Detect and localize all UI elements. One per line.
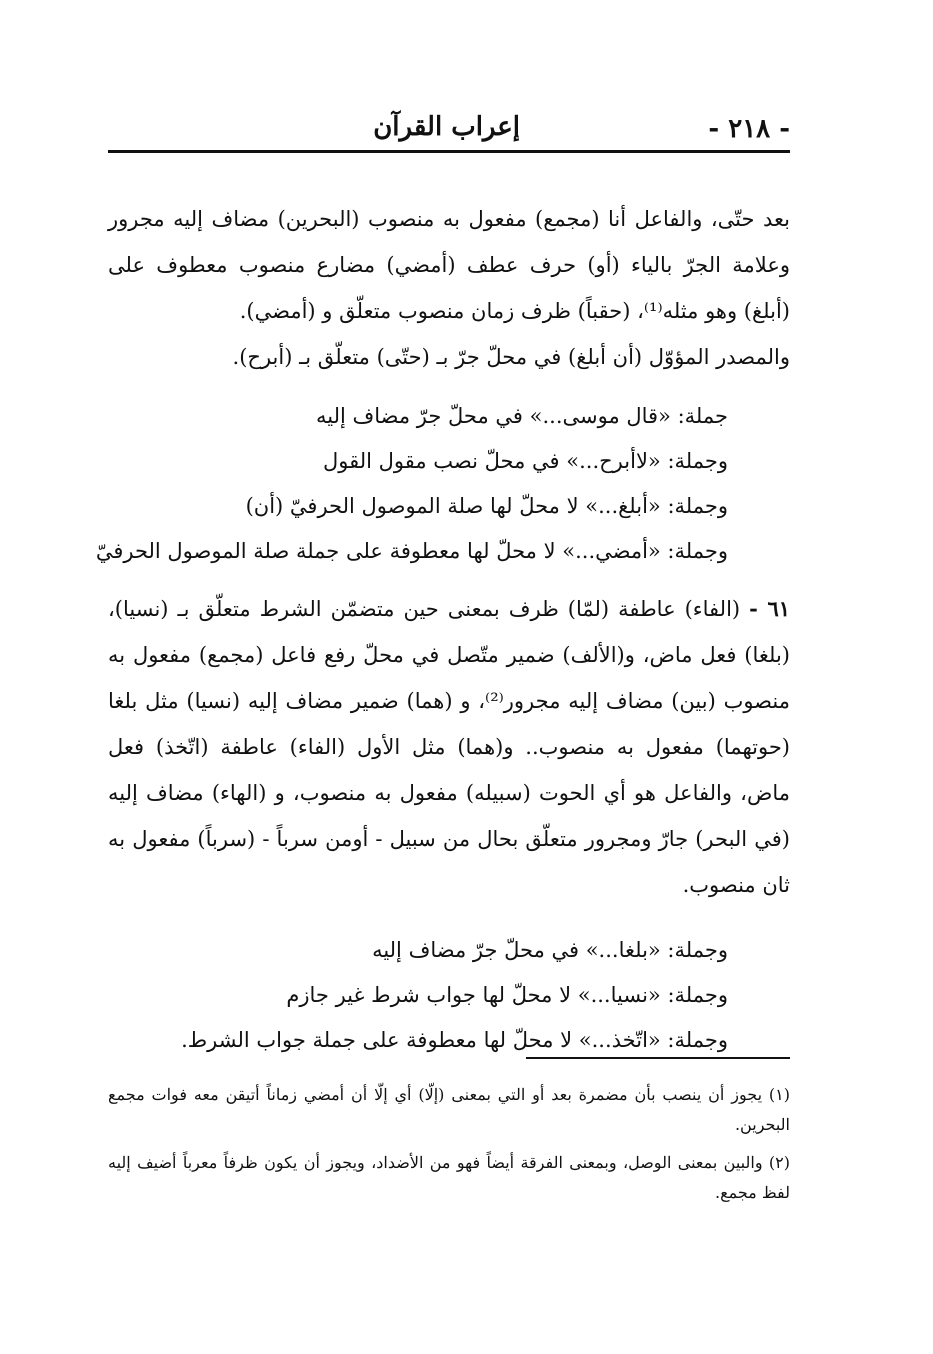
body-text bbox=[95, 196, 791, 1075]
footnote: (٢) والبين بمعنى الوصل، وبمعنى الفرقة أيضاً فهو من الأضداد، ويجوز أن يكون ظرفاً معرباً أضيف إليه لفظ مجمع. bbox=[108, 1153, 790, 1202]
paragraph: بعد حتّى، والفاعل أنا (مجمع) مفعول به منصوب (البحرين) مضاف إليه مجرور وعلامة الجرّ بالياء (أو) حرف عطف (أمضي) مضارع منصوب معطوف على (أبلغ) وهو مثله⁽¹⁾، (حقباً) ظرف زمان منصوب متعلّق و (أمضي). bbox=[108, 207, 790, 323]
clause-list bbox=[108, 928, 728, 1063]
page-header bbox=[108, 108, 790, 150]
verse-number: ٦١ - bbox=[749, 596, 791, 621]
clause-line: وجملة: «اتّخذ...» لا محلّ لها معطوفة على جملة جواب الشرط. bbox=[181, 1028, 728, 1052]
page-number: - ٢١٨ - bbox=[708, 114, 790, 144]
footnotes bbox=[108, 1080, 790, 1216]
header-rule bbox=[108, 150, 790, 153]
clause-line: وجملة: «لاأبرح...» في محلّ نصب مقول القول bbox=[323, 449, 728, 473]
clause-line: وجملة: «نسيا...» لا محلّ لها جواب شرط غير جازم bbox=[286, 983, 728, 1007]
clause-line: وجملة: «بلغا...» في محلّ جرّ مضاف إليه bbox=[372, 938, 728, 962]
clause-list bbox=[95, 394, 728, 574]
paragraph: والمصدر المؤوّل (أن أبلغ) في محلّ جرّ بـ (حتّى) متعلّق بـ (أبرح). bbox=[232, 345, 790, 369]
clause-line: جملة: «قال موسى...» في محلّ جرّ مضاف إليه bbox=[315, 404, 728, 428]
clause-line: وجملة: «أمضي...» لا محلّ لها معطوفة على جملة صلة الموصول الحرفيّ bbox=[95, 539, 728, 563]
running-title: إعراب القرآن bbox=[373, 112, 520, 142]
paragraph-text: (الفاء) عاطفة (لمّا) ظرف بمعنى حين متضمّن الشرط متعلّق بـ (نسيا)، (بلغا) فعل ماض، و(الألف) ضمير متّصل في محلّ رفع فاعل (مجمع) مفعول به منصوب (بين) مضاف إليه مجرور⁽²⁾، و (هما) ضمير مضاف إليه (نسيا) مثل بلغا (حوتهما) مفعول به منصوب.. و(هما) مثل الأول (الفاء) عاطفة (اتّخذ) فعل ماض، والفاعل هو أي الحوت (سبيله) مفعول به منصوب، و (الهاء) مضاف إليه (في البحر) جارّ ومجرور متعلّق بحال من سبيل - أومن سرباً - (سرباً) مفعول به ثان منصوب. bbox=[108, 597, 790, 897]
footnote-rule bbox=[526, 1057, 790, 1059]
clause-line: وجملة: «أبلغ...» لا محلّ لها صلة الموصول الحرفيّ (أن) bbox=[245, 494, 728, 518]
footnote: (١) يجوز أن ينصب بأن مضمرة بعد أو التي بمعنى (إلّا) أي إلّا أن أمضي زماناً أتيقن معه فوات مجمع البحرين. bbox=[108, 1085, 790, 1134]
numbered-paragraph bbox=[108, 586, 790, 908]
